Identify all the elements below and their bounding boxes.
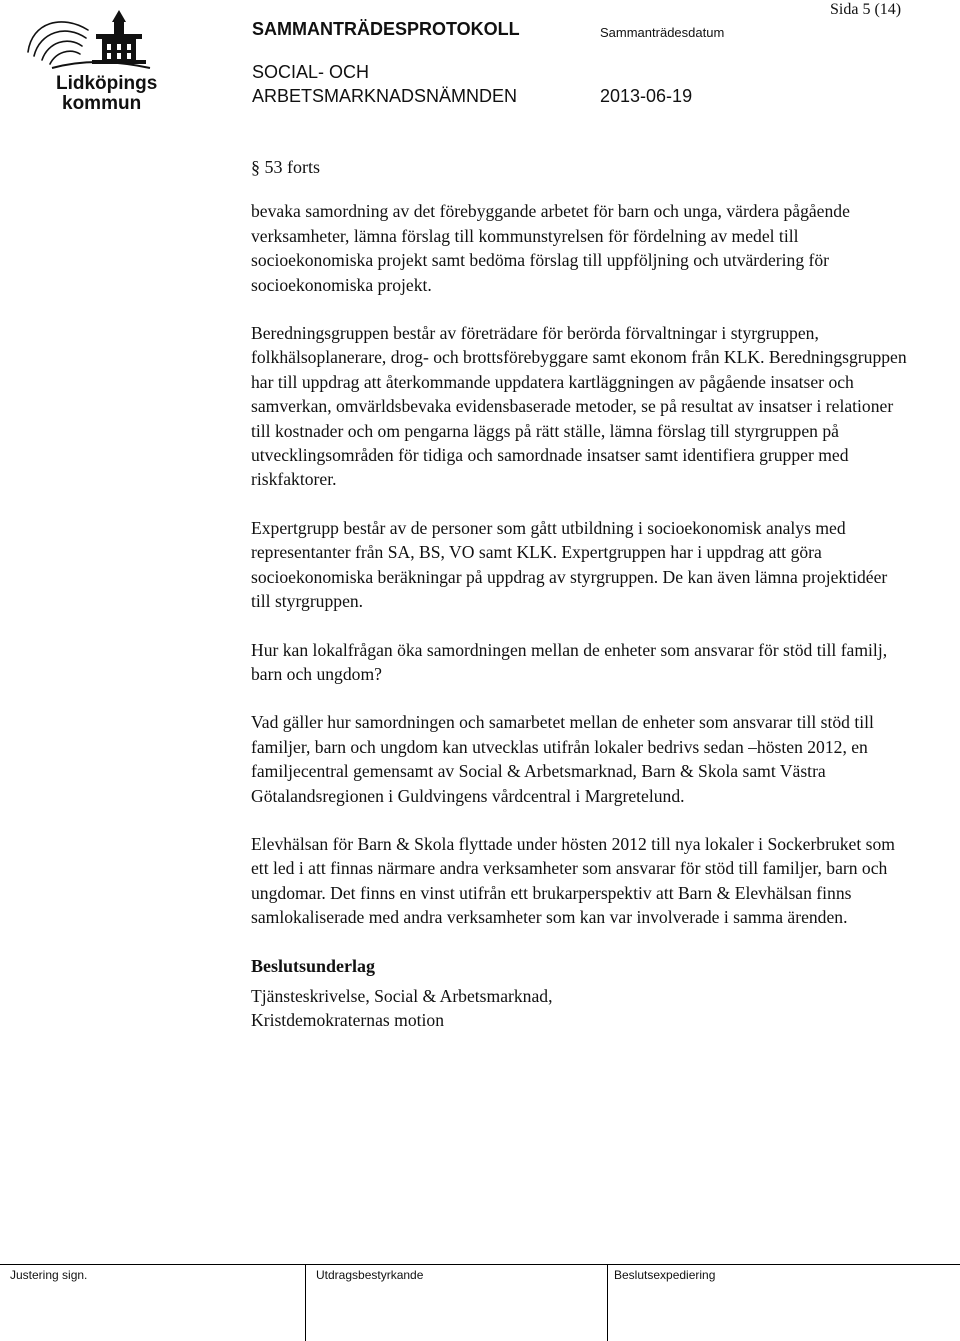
paragraph: Vad gäller hur samordningen och samarbetet mellan de enheter som ansvarar till stöd till familjer, barn och ungdom kan utvecklas utifrån lokaler bedrivs sedan –hösten 2012, en familjecentral gemensamt av Social & Arbetsmarknad, Barn & Skola samt Västra Götalandsregionen i Guldvingens vårdcentral i Margretelund. xyxy=(251,712,874,806)
paragraph: Beredningsgruppen består av företrädare för berörda förvaltningar i styrgruppen, folkhälsoplanerare, drog- och brottsförebyggare samt ekonom från KLK. Beredningsgruppen har till uppdrag att återkommande uppdatera kartläggningen av pågående insatser och samverkan, omvärldsbevaka evidensbaserade metoder, se på resultat av insatser i relationer till kostnader och om pengarna läggs på rätt ställe, lämna förslag till styrgruppen på utvecklingsområden för tidiga och samordnade insatser samt identifiera grupper med riskfaktorer. xyxy=(251,323,907,490)
paragraph: Expertgrupp består av de personer som gått utbildning i socioekonomisk analys med representanter från SA, BS, VO samt KLK. Expertgruppen har i uppdrag att göra socioekonomiska beräkningar på uppdrag av styrgruppen. De kan även lämna projektidéer till styrgruppen. xyxy=(251,517,888,612)
signature-footer xyxy=(0,1264,960,1341)
svg-text:Lidköpings: Lidköpings xyxy=(56,73,158,94)
beslutsunderlag-list xyxy=(251,984,911,1033)
organization-line-1: SOCIAL- OCH xyxy=(252,62,370,82)
organization-line-2: ARBETSMARKNADSNÄMNDEN xyxy=(252,86,518,106)
beslutsexpediering-label: Beslutsexpediering xyxy=(614,1268,716,1282)
footer-column-divider xyxy=(305,1264,306,1341)
page-number: Sida 5 (14) xyxy=(830,1,902,18)
list-item: Tjänsteskrivelse, Social & Arbetsmarknad, xyxy=(251,985,553,1006)
footer-divider-line xyxy=(0,1264,960,1265)
logo-emblem-icon xyxy=(22,8,162,112)
paragraph: Elevhälsan för Barn & Skola flyttade under hösten 2012 till nya lokaler i Sockerbruket som ett led i att finnas närmare andra verksamheter som ansvarar för stöd till familjer, barn och ungdomar. Det finns en vinst utifrån ett brukarperspektiv att Barn & Elevhälsan finns samlokaliserade med andra verksamheter som kan var involverade i samma ärenden. xyxy=(251,833,895,928)
document-title: SAMMANTRÄDESPROTOKOLL xyxy=(252,19,520,39)
beslutsunderlag-heading: Beslutsunderlag xyxy=(251,955,376,976)
paragraph: Hur kan lokalfrågan öka samordningen mellan de enheter som ansvarar för stöd till familj, barn och ungdom? xyxy=(251,639,888,684)
footer-column-divider xyxy=(607,1264,608,1341)
utdragsbestyrkande-label: Utdragsbestyrkande xyxy=(316,1268,424,1282)
date-label: Sammanträdesdatum xyxy=(600,25,725,40)
section-number: 53 forts xyxy=(264,157,320,177)
justering-sign-label: Justering sign. xyxy=(10,1268,88,1282)
document-body xyxy=(251,155,911,1032)
section-heading xyxy=(251,155,911,179)
list-item: Kristdemokraternas motion xyxy=(251,1009,444,1030)
meeting-date: 2013-06-19 xyxy=(600,86,693,106)
lidkoping-logo xyxy=(22,8,162,112)
paragraph: bevaka samordning av det förebyggande arbetet för barn och unga, värdera pågående verksamheter, lämna förslag till kommunstyrelsen för fördelning av medel till socioekonomiska projekt samt bedöma förslag till uppföljning och utvärdering för socioekonomiska projekt. xyxy=(251,201,850,295)
svg-text:kommun: kommun xyxy=(62,93,142,112)
section-symbol: § xyxy=(251,157,260,177)
